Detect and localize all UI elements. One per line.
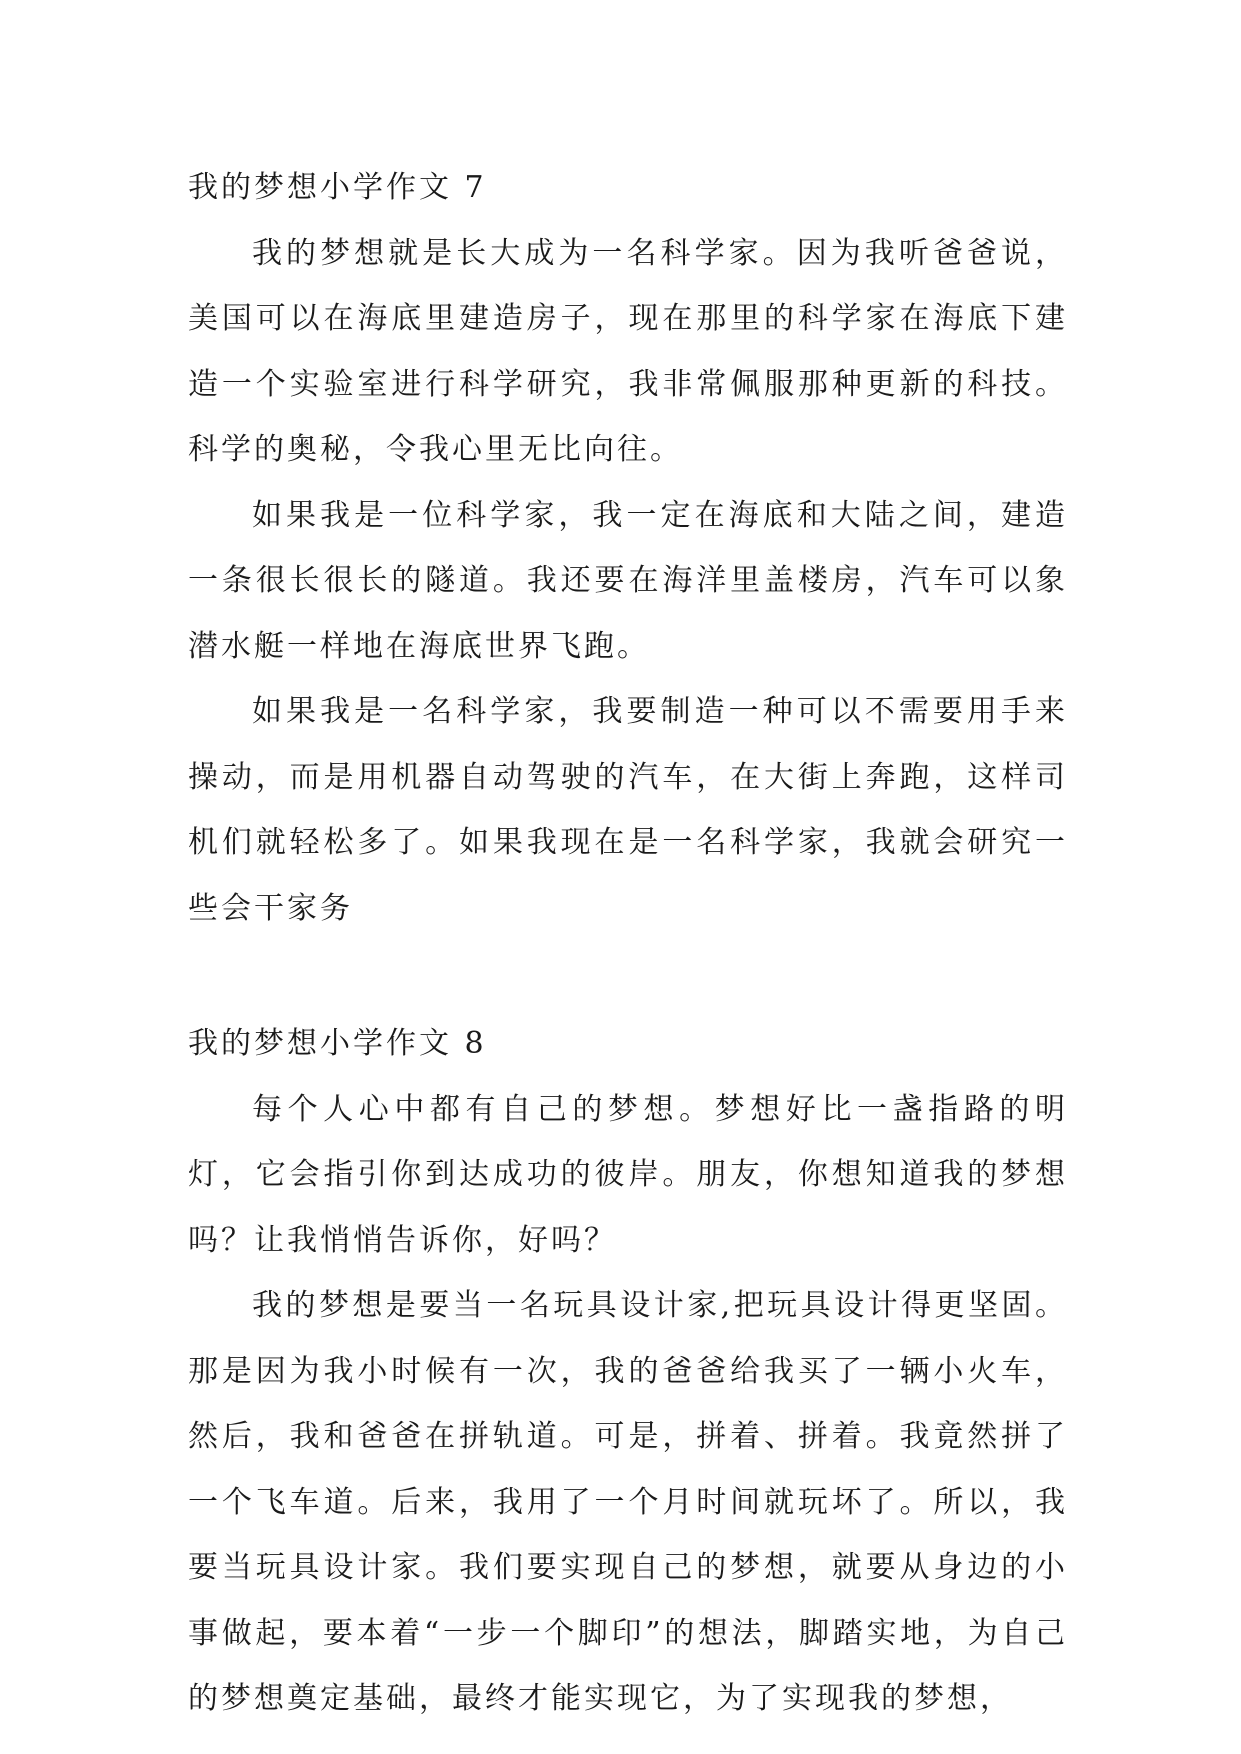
paragraph: 如果我是一名科学家，我要制造一种可以不需要用手来操动，而是用机器自动驾驶的汽车，在大街上奔跑，这样司机们就轻松多了。如果我现在是一名科学家，我就会研究一些会干家务: [188, 694, 1068, 926]
section-spacer: [188, 941, 1068, 1011]
section-title: 我的梦想小学作文 7: [188, 170, 487, 205]
section-title: 我的梦想小学作文 8: [188, 1026, 487, 1061]
document-body: [188, 155, 1068, 1732]
paragraph: 我的梦想就是长大成为一名科学家。因为我听爸爸说，美国可以在海底里建造房子，现在那里的科学家在海底下建造一个实验室进行科学研究，我非常佩服那种更新的科技。科学的奥秘，令我心里无比向往。: [188, 235, 1068, 467]
paragraph: 每个人心中都有自己的梦想。梦想好比一盏指路的明灯，它会指引你到达成功的彼岸。朋友，你想知道我的梦想吗？让我悄悄告诉你，好吗？: [188, 1091, 1068, 1258]
paragraph: 我的梦想是要当一名玩具设计家,把玩具设计得更坚固。那是因为我小时候有一次，我的爸爸给我买了一辆小火车，然后，我和爸爸在拼轨道。可是，拼着、拼着。我竟然拼了一个飞车道。后来，我用了一个月时间就玩坏了。所以，我要当玩具设计家。我们要实现自己的梦想，就要从身边的小事做起，要本着“一步一个脚印”的想法，脚踏实地，为自己的梦想奠定基础，最终才能实现它，为了实现我的梦想，: [188, 1288, 1068, 1716]
paragraph: 如果我是一位科学家，我一定在海底和大陆之间，建造一条很长很长的隧道。我还要在海洋里盖楼房，汽车可以象潜水艇一样地在海底世界飞跑。: [188, 497, 1068, 664]
essay-section-7: [188, 155, 1068, 941]
essay-section-8: [188, 1011, 1068, 1732]
